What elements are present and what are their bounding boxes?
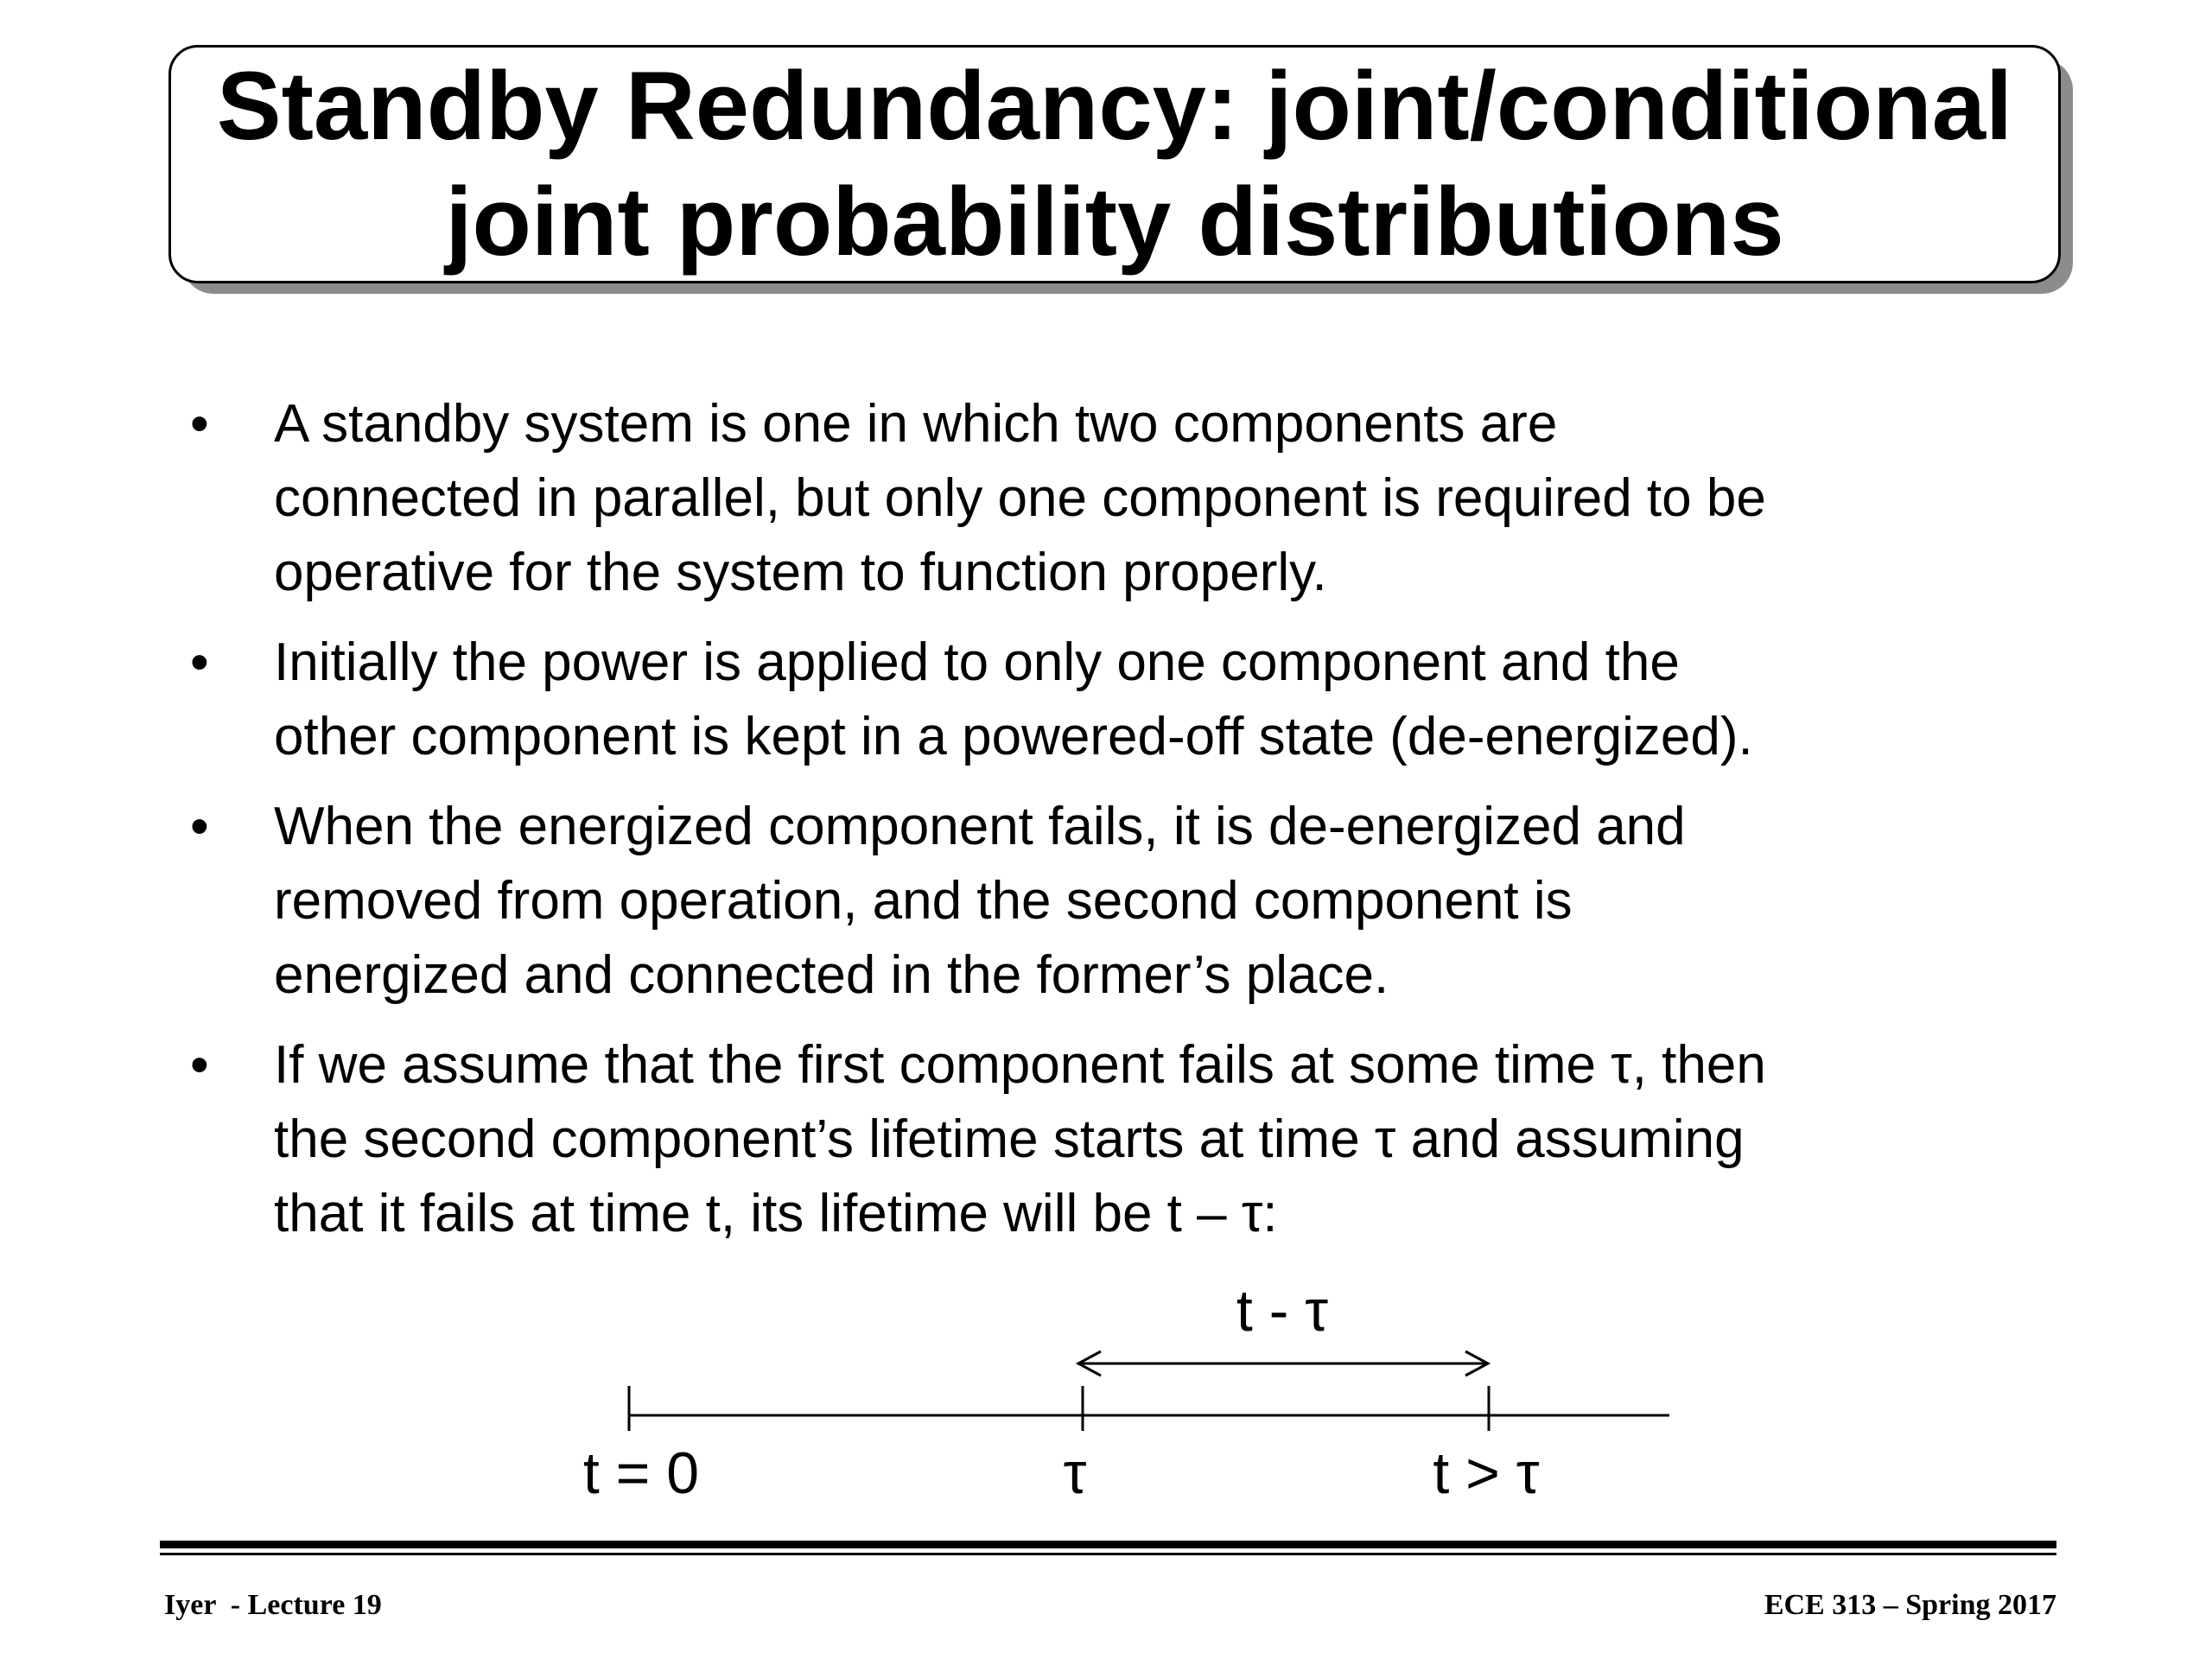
tick-label-end: t > τ xyxy=(1433,1440,1540,1506)
bullet-item xyxy=(190,387,2074,610)
bullet-symbol: • xyxy=(190,1035,209,1095)
interval-arrow-right-head xyxy=(1465,1351,1488,1376)
tick-label-tau: τ xyxy=(1063,1440,1087,1506)
slide-title-box xyxy=(168,45,2061,283)
bullet-symbol: • xyxy=(190,394,209,454)
bullet-line: the second component’s lifetime starts at time τ and assuming xyxy=(274,1109,1745,1169)
bullet-line: removed from operation, and the second component is xyxy=(274,871,1573,931)
bullet-line: If we assume that the first component fails at some time τ, then xyxy=(274,1035,1766,1095)
footer-rule-thick xyxy=(160,1541,2056,1548)
bullet-item xyxy=(190,1028,2074,1251)
footer-course: ECE 313 – Spring 2017 xyxy=(1764,1589,2056,1621)
bullet-line: When the energized component fails, it is de-energized and xyxy=(274,797,1686,856)
slide-title-line-1: Standby Redundancy: joint/conditional xyxy=(216,52,2013,160)
bullet-item xyxy=(190,626,2074,774)
bullet-line: connected in parallel, but only one component is required to be xyxy=(274,468,1766,528)
footer-lecture: Iyer - Lecture 19 xyxy=(164,1589,382,1621)
bullet-list xyxy=(190,387,2074,1267)
bullet-line: that it fails at time t, its lifetime will be t – τ: xyxy=(274,1184,1278,1243)
footer-rule-thin xyxy=(160,1553,2056,1555)
slide-title-line-2: joint probability distributions xyxy=(445,168,1784,276)
bullet-symbol: • xyxy=(190,632,209,692)
bullet-line: operative for the system to function properly. xyxy=(274,543,1327,602)
bullet-item xyxy=(190,790,2074,1013)
interval-label: t - τ xyxy=(1236,1278,1329,1344)
bullet-line: A standby system is one in which two components are xyxy=(274,394,1558,454)
bullet-line: Initially the power is applied to only one component and the xyxy=(274,632,1680,692)
bullet-symbol: • xyxy=(190,797,209,856)
tick-label-start: t = 0 xyxy=(582,1440,700,1506)
bullet-line: other component is kept in a powered-off state (de-energized). xyxy=(274,707,1753,766)
bullet-line: energized and connected in the former’s place. xyxy=(274,945,1389,1005)
interval-arrow-left-head xyxy=(1078,1351,1101,1376)
